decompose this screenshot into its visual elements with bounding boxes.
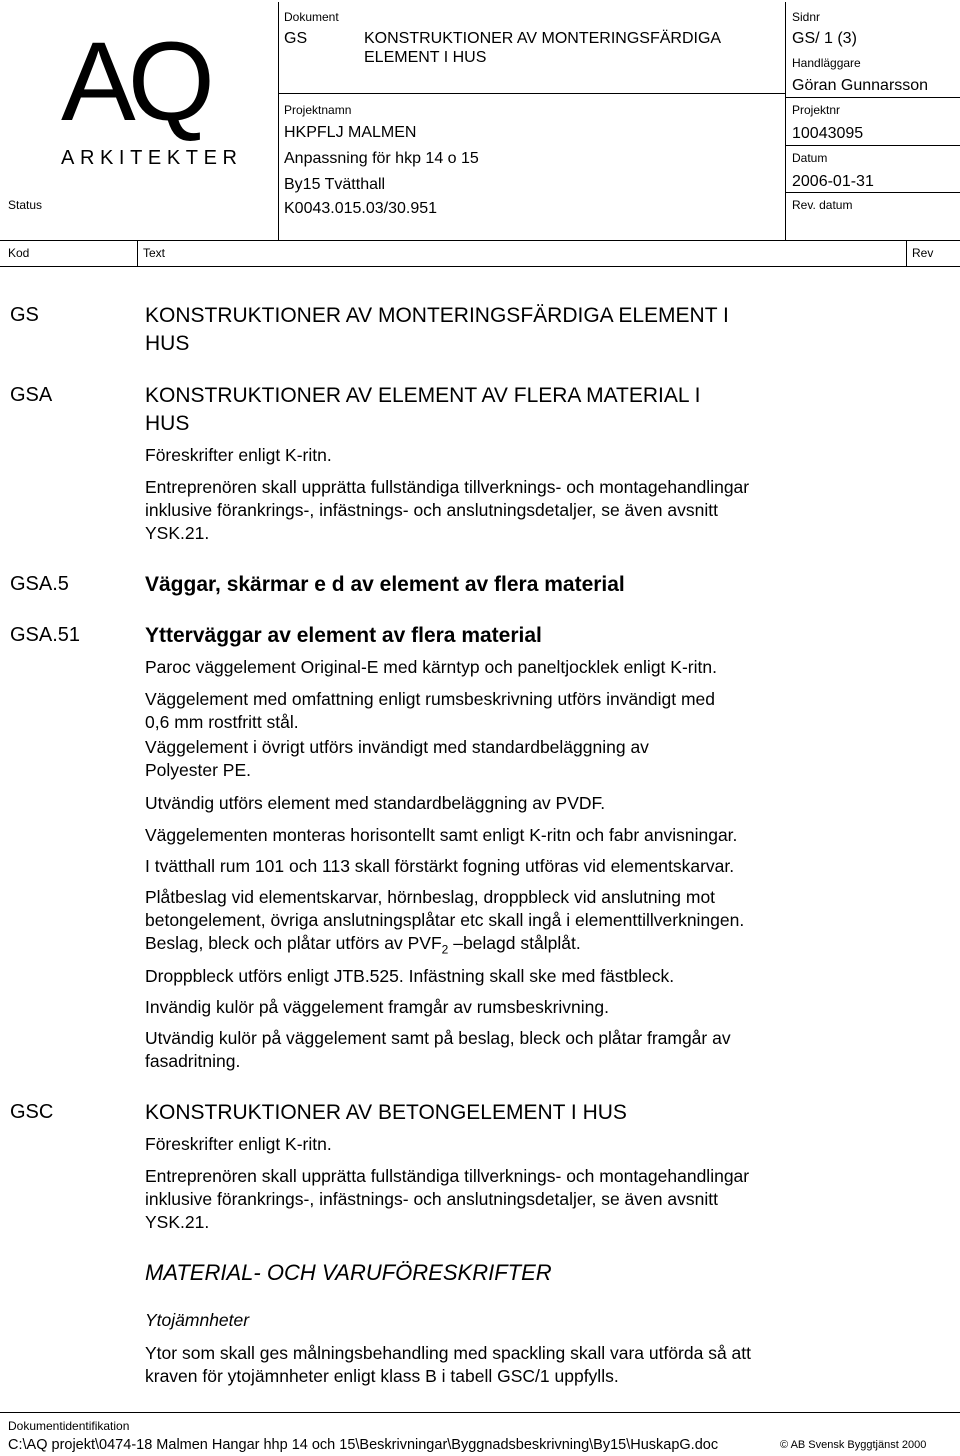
paragraph-line: kraven för ytojämnheter enligt klass B i tabell GSC/1 uppfylls.	[145, 1366, 619, 1386]
paragraph	[145, 855, 945, 878]
aq-logo	[55, 19, 243, 172]
section-heading-line: KONSTRUKTIONER AV MONTERINGSFÄRDIGA ELEMENT I	[145, 304, 729, 327]
paragraph-line: I tvätthall rum 101 och 113 skall förstärkt fogning utföras vid elementskarvar.	[145, 856, 735, 876]
paragraph-line: YSK.21.	[145, 523, 210, 543]
sidnr-value: GS/ 1 (3)	[792, 30, 857, 47]
paragraph-line: Väggelement i övrigt utförs invändigt med standardbeläggning av	[145, 737, 649, 757]
paragraph-line	[145, 932, 945, 962]
section-code: GS	[10, 304, 39, 326]
paragraph-line: fasadritning.	[145, 1051, 241, 1071]
table-header-rule	[0, 266, 960, 267]
datum-value: 2006-01-31	[792, 173, 874, 190]
projektnamn-line: By15 Tvätthall	[284, 176, 386, 193]
projektnamn-line: Anpassning för hkp 14 o 15	[284, 150, 479, 167]
paragraph-line: betongelement, övriga anslutningsplåtar etc skall ingå i elementtillverkningen.	[145, 910, 745, 930]
paragraph	[145, 965, 945, 988]
header-rule	[785, 192, 960, 193]
footer-label: Dokumentidentifikation	[8, 1419, 130, 1433]
paragraph-line: Föreskrifter enligt K-ritn.	[145, 445, 332, 465]
section-gs	[145, 302, 945, 358]
copyright-text: AB Svensk Byggtjänst 2000	[790, 1439, 927, 1451]
subscript: 2	[441, 942, 449, 957]
paragraph-line: Föreskrifter enligt K-ritn.	[145, 1134, 332, 1154]
table-top-rule	[0, 240, 960, 241]
paragraph-line: Ytor som skall ges målningsbehandling med spackling skall vara utförda så att	[145, 1343, 752, 1363]
paragraph-line: Droppbleck utförs enligt JTB.525. Infästning skall ske med fästbleck.	[145, 966, 675, 986]
paragraph	[145, 996, 945, 1019]
material-section	[145, 1259, 945, 1287]
section-heading: Ytterväggar av element av flera material	[145, 624, 542, 647]
paragraph	[145, 1027, 945, 1073]
paragraph-line: Utvändig kulör på väggelement samt på beslag, bleck och plåtar framgår av	[145, 1028, 731, 1048]
paragraph-line: Invändig kulör på väggelement framgår av rumsbeskrivning.	[145, 997, 609, 1017]
datum-label: Datum	[792, 151, 828, 165]
footer-path: C:\AQ projekt\0474-18 Malmen Hangar hhp 14 och 15\Beskrivningar\Byggnadsbeskrivning\By15\HuskapG.doc	[8, 1437, 719, 1453]
sidnr-label: Sidnr	[792, 10, 821, 24]
handlaggare-label: Handläggare	[792, 56, 861, 70]
paragraph	[145, 656, 945, 679]
paragraph-line: Plåtbeslag vid elementskarvar, hörnbeslag, droppbleck vid anslutning mot	[145, 887, 716, 907]
section-heading-line: KONSTRUKTIONER AV ELEMENT AV FLERA MATERIAL I	[145, 384, 701, 407]
paragraph	[145, 688, 945, 734]
text-run: Beslag, bleck och plåtar utförs av PVF	[145, 933, 442, 953]
section-gsa5	[145, 571, 945, 599]
paragraph-line: 0,6 mm rostfritt stål.	[145, 712, 299, 732]
status-label: Status	[8, 198, 43, 212]
dokument-code: GS	[284, 30, 308, 47]
ytojamnheter-section	[145, 1309, 945, 1332]
column-text: Text	[143, 246, 166, 260]
paragraph-line: Väggelement med omfattning enligt rumsbeskrivning utförs invändigt med	[145, 689, 716, 709]
paragraph	[145, 792, 945, 815]
paragraph-line: Paroc väggelement Original-E med kärntyp och paneltjocklek enligt K-ritn.	[145, 657, 717, 677]
subheading: Ytojämnheter	[145, 1310, 250, 1330]
paragraph-line: Entreprenören skall upprätta fullständiga tillverknings- och montagehandlingar	[145, 1166, 750, 1186]
revdatum-label: Rev. datum	[792, 198, 853, 212]
paragraph-line: Väggelementen monteras horisontellt samt enligt K-ritn och fabr anvisningar.	[145, 825, 738, 845]
copyright	[780, 1438, 926, 1452]
header-rule	[278, 93, 785, 94]
paragraph	[145, 1165, 945, 1234]
column-divider	[137, 240, 138, 266]
projektnr-value: 10043095	[792, 125, 864, 142]
section-code: GSC	[10, 1101, 54, 1123]
paragraph-line: Utvändig utförs element med standardbeläggning av PVDF.	[145, 793, 606, 813]
projektnr-label: Projektnr	[792, 103, 841, 117]
paragraph-line: inklusive förankrings-, infästnings- och anslutningsdetaljer, se även avsnitt	[145, 500, 718, 520]
copyright-icon: ©	[780, 1439, 789, 1451]
paragraph-line: Entreprenören skall upprätta fullständiga tillverknings- och montagehandlingar	[145, 477, 750, 497]
column-kod: Kod	[8, 246, 30, 260]
dokument-title-line: ELEMENT I HUS	[364, 49, 487, 66]
section-code: GSA.5	[10, 573, 69, 595]
projektnamn-line: HKPFLJ MALMEN	[284, 124, 417, 141]
paragraph-line: YSK.21.	[145, 1212, 210, 1232]
column-divider	[906, 240, 907, 266]
header-rule	[785, 97, 960, 98]
section-heading: KONSTRUKTIONER AV BETONGELEMENT I HUS	[145, 1101, 627, 1124]
section-heading: MATERIAL- OCH VARUFÖRESKRIFTER	[145, 1260, 552, 1285]
section-gsc	[145, 1099, 945, 1127]
paragraph	[145, 736, 945, 782]
dokument-label: Dokument	[284, 10, 339, 24]
paragraph	[145, 1133, 945, 1156]
logo-word: ARKITEKTER	[61, 147, 243, 169]
dokument-title-line: KONSTRUKTIONER AV MONTERINGSFÄRDIGA	[364, 30, 722, 47]
section-gsa51	[145, 622, 945, 650]
paragraph	[145, 476, 945, 545]
section-heading: Väggar, skärmar e d av element av flera material	[145, 573, 625, 596]
paragraph	[145, 444, 945, 467]
text-run: –belagd stålplåt.	[448, 933, 581, 953]
column-rev: Rev	[912, 246, 934, 260]
section-code: GSA	[10, 384, 53, 406]
paragraph-line: Polyester PE.	[145, 760, 252, 780]
projektnamn-label: Projektnamn	[284, 103, 352, 117]
section-gsa	[145, 382, 945, 438]
paragraph	[145, 824, 945, 847]
section-heading-line: HUS	[145, 412, 190, 435]
logo-mark: AQ	[61, 19, 207, 144]
section-code: GSA.51	[10, 624, 81, 646]
header-rule	[785, 145, 960, 146]
section-heading-line: HUS	[145, 332, 190, 355]
paragraph	[145, 886, 945, 962]
paragraph	[145, 1342, 945, 1388]
header-divider	[785, 2, 786, 240]
handlaggare-value: Göran Gunnarsson	[792, 77, 929, 94]
paragraph-line: inklusive förankrings-, infästnings- och anslutningsdetaljer, se även avsnitt	[145, 1189, 718, 1209]
projektnamn-line: K0043.015.03/30.951	[284, 200, 438, 217]
footer-rule	[0, 1412, 960, 1413]
header-divider	[278, 2, 279, 240]
